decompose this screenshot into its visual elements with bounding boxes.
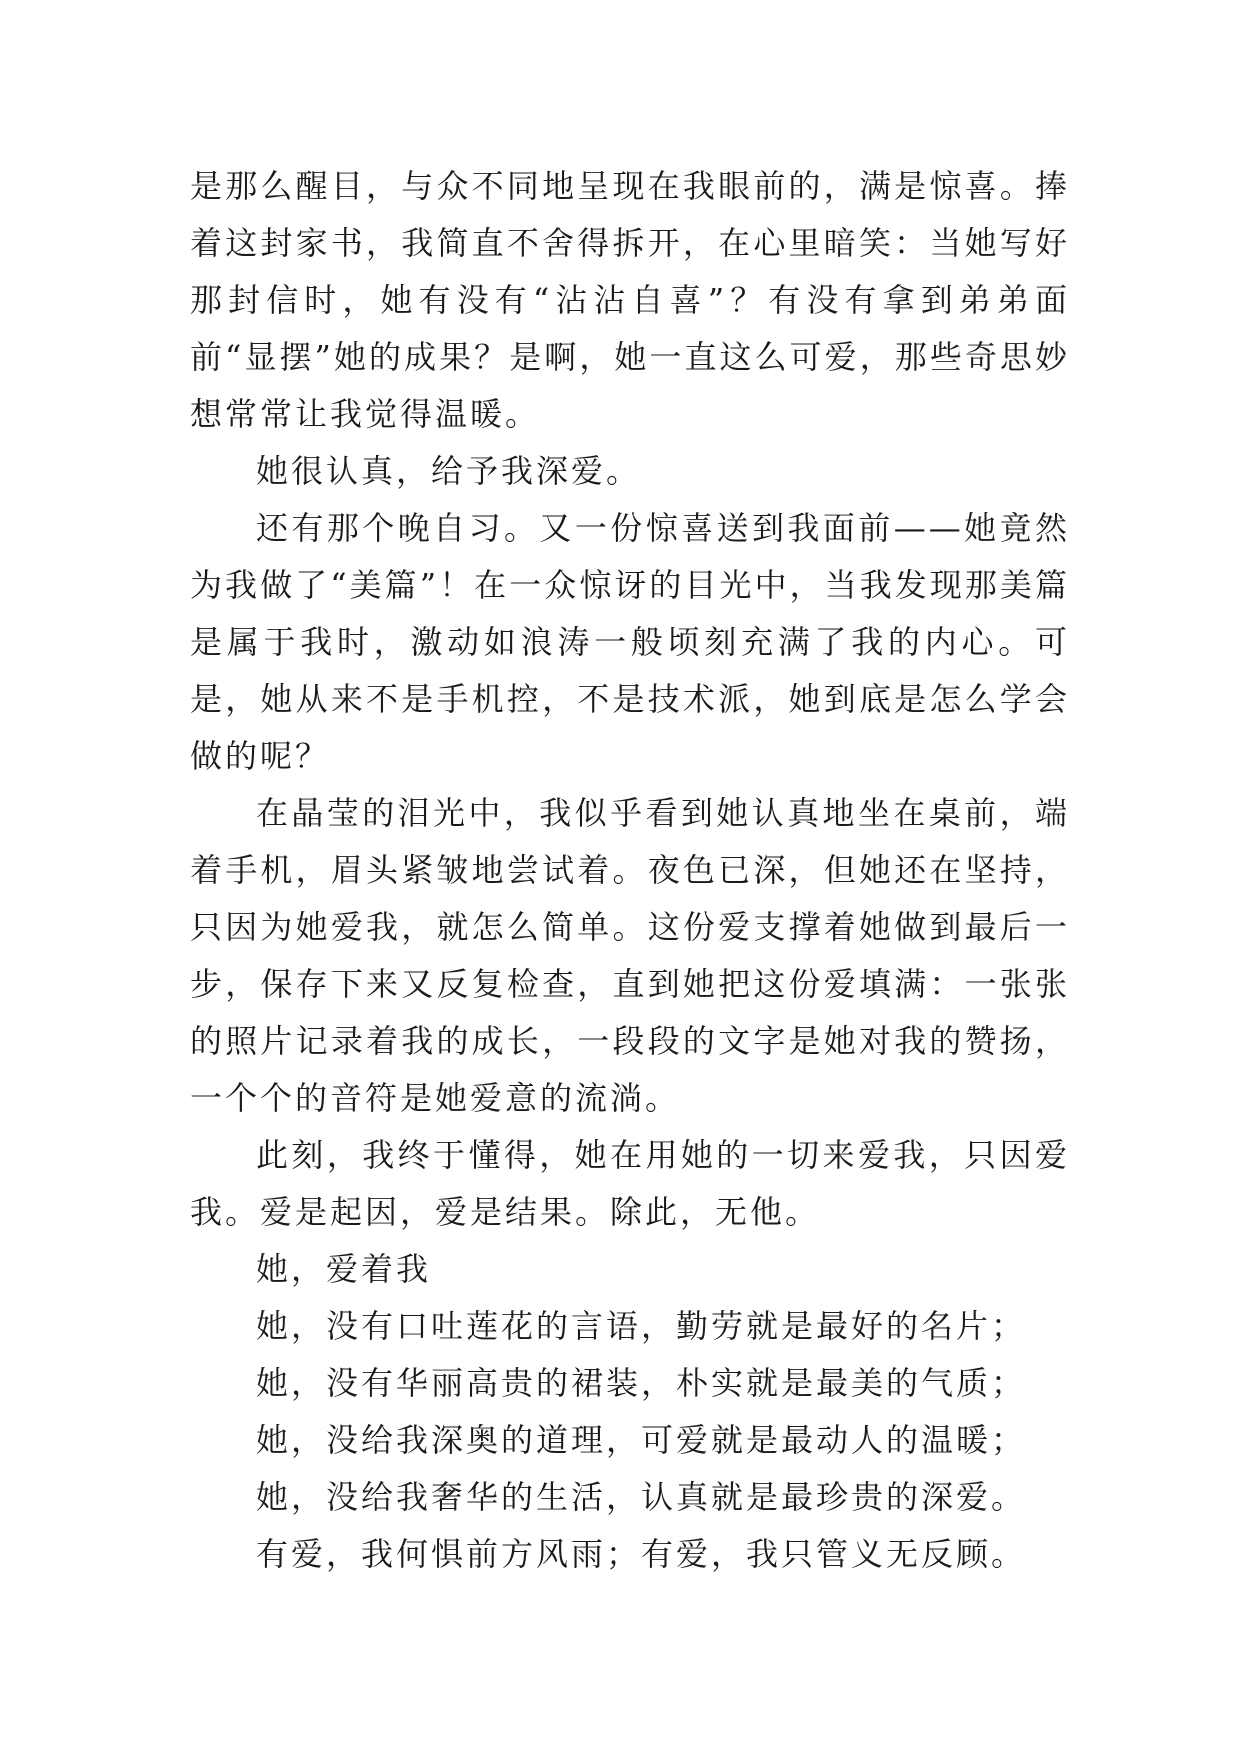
document-page [190, 158, 1070, 1583]
closing-line: 有爱，我何惧前方风雨；有爱，我只管义无反顾。 [256, 1535, 1027, 1573]
paragraph: 她很认真，给予我深爱。 [256, 452, 642, 490]
paragraph: 在晶莹的泪光中，我似乎看到她认真地坐在桌前，端着手机，眉头紧皱地尝试着。夜色已深，但她还在坚持，只因为她爱我，就怎么简单。这份爱支撑着她做到最后一步，保存下来又反复检查，直到她把这份爱填满：一张张的照片记录着我的成长，一段段的文字是她对我的赞扬，一个个的音符是她爱意的流淌。 [190, 794, 1070, 1117]
paragraph: 还有那个晚自习。又一份惊喜送到我面前——她竟然为我做了“美篇”！在一众惊讶的目光中，当我发现那美篇是属于我时，激动如浪涛一般顷刻充满了我的内心。可是，她从来不是手机控，不是技术派，她到底是怎么学会做的呢？ [190, 509, 1070, 775]
paragraph: 此刻，我终于懂得，她在用她的一切来爱我，只因爱我。爱是起因，爱是结果。除此，无他。 [190, 1136, 1070, 1231]
poem-line: 她，没给我奢华的生活，认真就是最珍贵的深爱。 [256, 1478, 1027, 1516]
poem-line: 她，没给我深奥的道理，可爱就是最动人的温暖； [256, 1421, 1027, 1459]
poem-title-line: 她，爱着我 [256, 1250, 432, 1288]
poem-line: 她，没有口吐莲花的言语，勤劳就是最好的名片； [256, 1307, 1027, 1345]
paragraph: 是那么醒目，与众不同地呈现在我眼前的，满是惊喜。捧着这封家书，我简直不舍得拆开，在心里暗笑：当她写好那封信时，她有没有“沾沾自喜”？有没有拿到弟弟面前“显摆”她的成果？是啊，她一直这么可爱，那些奇思妙想常常让我觉得温暖。 [190, 167, 1070, 433]
poem-line: 她，没有华丽高贵的裙装，朴实就是最美的气质； [256, 1364, 1027, 1402]
